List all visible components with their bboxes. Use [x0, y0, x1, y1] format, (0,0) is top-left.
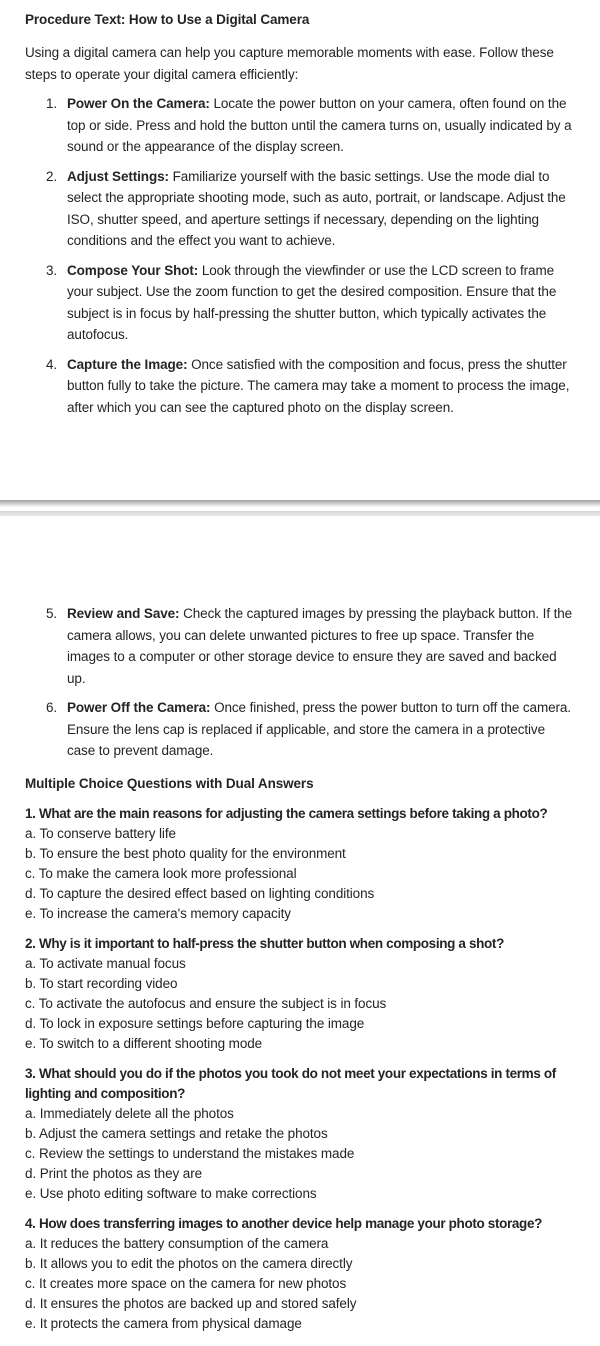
question-block — [25, 934, 576, 1054]
step-number: 2. — [46, 168, 58, 184]
document-page-1 — [0, 0, 600, 500]
question-block — [25, 804, 576, 924]
answer-option: a. It reduces the battery consumption of the camera — [25, 1235, 329, 1251]
answer-option: e. To increase the camera's memory capacity — [25, 905, 291, 921]
step-paragraph — [67, 354, 576, 419]
step-paragraph — [67, 93, 576, 158]
answer-option: a. To activate manual focus — [25, 955, 186, 971]
numbered-step-list-continued — [25, 603, 576, 762]
page-title: Procedure Text: How to Use a Digital Camera — [25, 12, 310, 27]
step-label: Review and Save: — [67, 606, 184, 621]
step-item — [25, 354, 576, 419]
document-page-2 — [0, 516, 600, 1346]
question-title: 2. Why is it important to half-press the shutter button when composing a shot? — [25, 935, 504, 951]
intro-paragraph: Using a digital camera can help you capture memorable moments with ease. Follow these steps to operate your digital camera efficiently: — [25, 45, 554, 82]
step-paragraph — [67, 260, 576, 346]
step-item — [25, 93, 576, 158]
answer-option: c. It creates more space on the camera for new photos — [25, 1275, 347, 1291]
step-text: Locate the power button on your camera, often found on the top or side. Press and hold the button until the camera turns on, usually indicated by a sound or the appearance of the display screen. — [67, 96, 572, 154]
answer-option: a. To conserve battery life — [25, 825, 176, 841]
answer-option: c. Review the settings to understand the mistakes made — [25, 1145, 355, 1161]
step-text: Look through the viewfinder or use the LCD screen to frame your subject. Use the zoom function to get the desired composition. Ensure that the subject is in focus by half-pressing the shutter button, which typically activates the autofocus. — [67, 262, 557, 342]
step-paragraph — [67, 603, 576, 689]
answer-option: e. To switch to a different shooting mode — [25, 1035, 263, 1051]
step-label: Adjust Settings: — [67, 168, 173, 184]
step-text: Check the captured images by pressing the playback button. If the camera allows, you can delete unwanted pictures to free up space. Transfer the images to a computer or other storage device to ensure they are saved and backed up. — [67, 606, 573, 686]
answer-option: b. To start recording video — [25, 975, 178, 991]
numbered-step-list — [25, 93, 576, 418]
step-text: Once finished, press the power button to turn off the camera. Ensure the lens cap is replaced if applicable, and store the camera in a protective case to prevent damage. — [67, 700, 571, 758]
step-item — [25, 603, 576, 689]
step-text: Familiarize yourself with the basic settings. Use the mode dial to select the appropriate shooting mode, such as auto, portrait, or landscape. Adjust the ISO, shutter speed, and aperture settings if necessary, depending on the lighting conditions and the effect you want to achieve. — [67, 168, 566, 248]
step-paragraph — [67, 166, 576, 252]
answer-option: c. To make the camera look more professional — [25, 865, 297, 881]
answer-option: b. Adjust the camera settings and retake the photos — [25, 1125, 328, 1141]
step-number: 4. — [46, 356, 58, 372]
answer-option: b. To ensure the best photo quality for the environment — [25, 845, 346, 861]
step-label: Compose Your Shot: — [67, 262, 202, 278]
answer-option: d. To capture the desired effect based on lighting conditions — [25, 885, 375, 901]
answer-option: d. To lock in exposure settings before capturing the image — [25, 1015, 365, 1031]
question-title: 3. What should you do if the photos you took do not meet your expectations in terms of lighting and composition? — [25, 1065, 556, 1101]
answer-option: d. It ensures the photos are backed up and stored safely — [25, 1295, 357, 1311]
answer-option: b. It allows you to edit the photos on the camera directly — [25, 1255, 353, 1271]
page-break-divider — [0, 500, 600, 516]
step-item — [25, 166, 576, 252]
answer-option: e. It protects the camera from physical damage — [25, 1315, 302, 1331]
step-label: Power Off the Camera: — [67, 700, 215, 715]
answer-option: e. Use photo editing software to make corrections — [25, 1185, 317, 1201]
answer-option: d. Print the photos as they are — [25, 1165, 203, 1181]
step-number: 3. — [46, 262, 58, 278]
question-title: 4. How does transferring images to another device help manage your photo storage? — [25, 1215, 543, 1231]
mcq-section-heading: Multiple Choice Questions with Dual Answers — [25, 775, 314, 791]
step-number: 6. — [46, 700, 58, 715]
step-label: Power On the Camera: — [67, 96, 214, 111]
step-number: 5. — [46, 606, 58, 621]
page-break-shadow-band — [0, 500, 600, 507]
question-block — [25, 1214, 576, 1334]
step-label: Capture the Image: — [67, 356, 192, 372]
answer-option: a. Immediately delete all the photos — [25, 1105, 234, 1121]
step-item — [25, 697, 576, 762]
step-item — [25, 260, 576, 346]
step-number: 1. — [46, 96, 58, 111]
question-block — [25, 1064, 576, 1204]
question-title: 1. What are the main reasons for adjusting the camera settings before taking a photo? — [25, 805, 548, 821]
step-paragraph — [67, 697, 576, 762]
answer-option: c. To activate the autofocus and ensure the subject is in focus — [25, 995, 387, 1011]
step-text: Once satisfied with the composition and focus, press the shutter button fully to take the picture. The camera may take a moment to process the image, after which you can see the captured photo on the display screen. — [67, 356, 570, 415]
